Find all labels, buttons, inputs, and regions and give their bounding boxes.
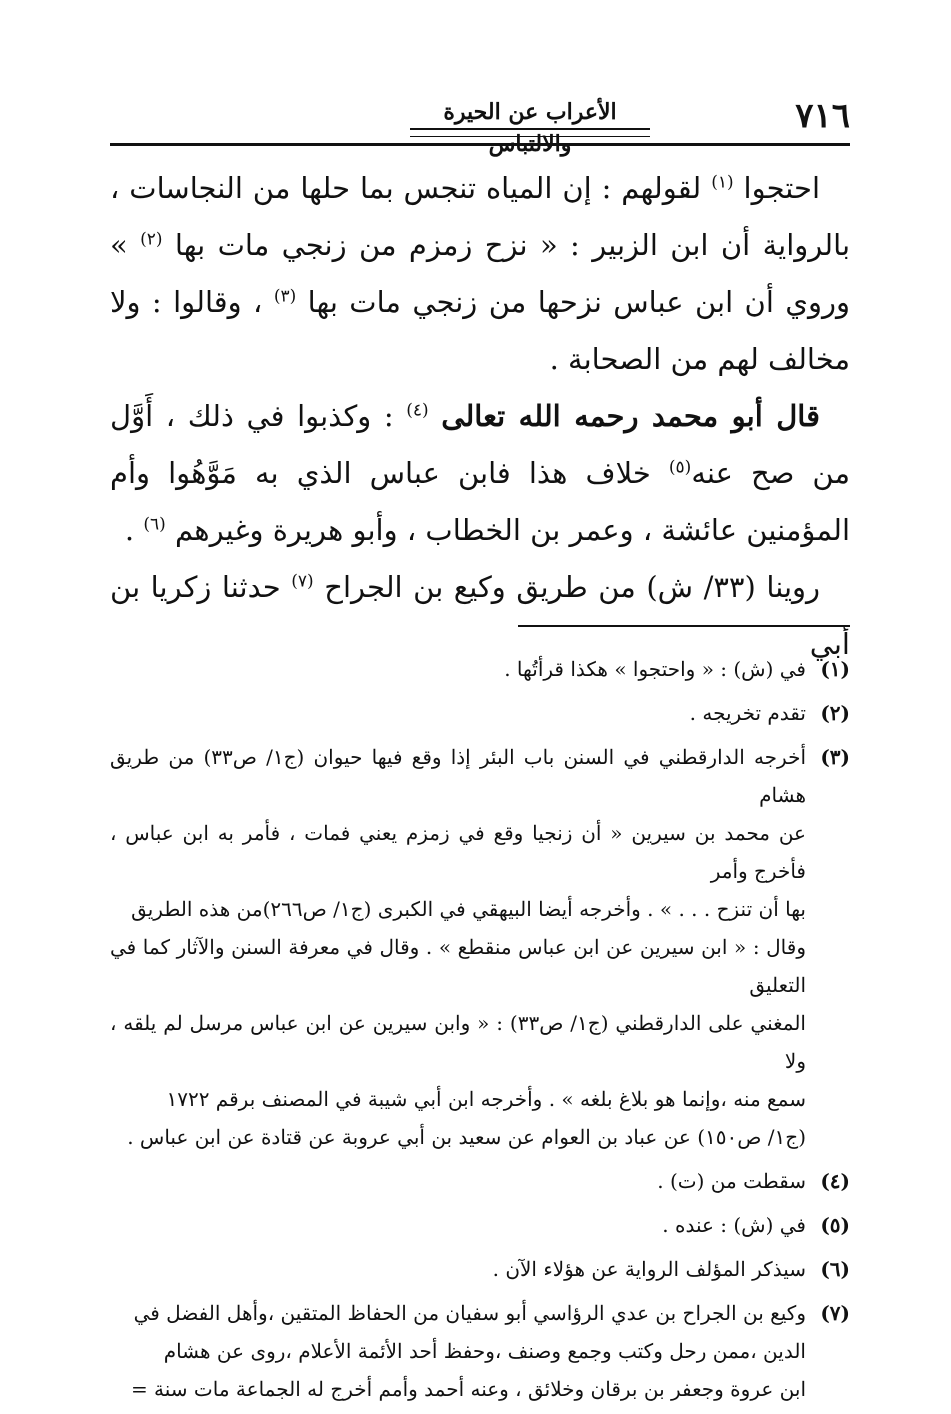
footnote-item [110,738,850,1156]
footnote-item [110,650,850,688]
main-text [110,160,850,673]
footnote-number: (٧) [820,1301,850,1325]
text-run: . [124,513,135,547]
text-run: : وكذبوا في ذلك ، أَوَّل من صح عنه [110,399,851,490]
footnote-line: تقدم تخريجه . [689,701,806,725]
footnote-line: بها أن تنزح . . . » . وأخرجه أيضا البيهقي في الكبرى (ج١/ ص٢٦٦)من هذه الطريق [131,897,806,921]
footnote-line: عن محمد بن سيرين « أن زنجيا وقع في زمزم يعني فمات ، فأمر به ابن عباس ، فأخرج وأمر [110,821,806,883]
page-header [110,92,850,157]
footnote-ref: (٤) [406,400,429,421]
footnote-item [110,1206,850,1244]
footnote-line: سمع منه ،وإنما هو بلاغ بلغه » . وأخرجه ابن أبي شيبة في المصنف برقم ١٧٢٢ [166,1087,806,1111]
footnote-line: سقطت من (ت) . [657,1169,806,1193]
footnote-number: (٦) [820,1257,850,1281]
footnote-text [110,1294,806,1408]
footnote-item [110,1162,850,1200]
text-run: خلاف هذا فابن عباس الذي به مَوَّهُوا وأم المؤمنين عائشة ، وعمر بن الخطاب ، وأبو هريرة وغيرهم [110,456,850,547]
footnote-line: الدين ،ممن رحل وكتب وجمع وصنف ،وحفظ أحد الأئمة الأعلام ،روى عن هشام [163,1339,806,1363]
text-run: لقولهم : إن المياه تنجس بما حلها من النجاسات ، بالرواية أن ابن الزبير : « نزح زمزم من زنجي مات بها [110,171,851,262]
title-ornament [410,128,650,137]
footnote-item [110,694,850,732]
footnote-text [110,738,806,1156]
footnotes [110,650,850,1414]
footnote-line: في (ش) : « واحتجوا » هكذا قرأتُها . [504,657,806,681]
footnote-text [110,1250,806,1288]
footnote-number: (٥) [820,1213,850,1237]
footnote-number: (٢) [820,701,850,725]
running-title: الأعراب عن الحيرة والالتباس [443,99,617,157]
text-run: حدثنا زكريا بن أبي [110,570,850,661]
footnote-number: (١) [820,657,850,681]
author-attribution: قال أبو محمد رحمه الله تعالى [441,399,821,433]
footnote-line: ابن عروة وجعفر بن برقان وخلائق ، وعنه أحمد وأمم أخرج له الجماعة مات سنة = [130,1377,806,1401]
footnote-item [110,1294,850,1408]
footnote-text [110,650,806,688]
footnote-number: (٤) [820,1169,850,1193]
footnote-line: المغني على الدارقطني (ج١/ ص٣٣) : « وابن سيرين عن ابن عباس مرسل لم يلقه ، ولا [110,1011,806,1073]
footnote-line: (ج١/ ص١٥٠) عن عباد بن العوام عن سعيد بن أبي عروبة عن قتادة عن ابن عباس . [127,1125,806,1149]
header-rule [110,143,850,146]
footnote-text [110,1206,806,1244]
footnote-separator [518,625,850,627]
footnote-line: أخرجه الدارقطني في السنن باب البئر إذا وقع فيها حيوان (ج١/ ص٣٣) من طريق هشام [110,745,807,807]
text-run: روينا (٣٣/ ش) من طريق وكيع بن الجراح [324,570,821,604]
text-run: احتجوا [743,171,821,205]
footnote-ref: (١) [711,172,734,193]
page-number: ٧١٦ [795,96,850,136]
footnote-number: (٣) [820,745,850,769]
paragraph-1 [110,160,850,388]
paragraph-2 [110,388,850,559]
footnote-ref: (٦) [143,514,166,535]
footnote-item [110,1250,850,1288]
footnote-ref: (٧) [291,571,314,592]
footnote-ref: (٣) [273,286,297,307]
footnote-ref: (٢) [140,229,163,250]
footnote-line: سيذكر المؤلف الرواية عن هؤلاء الآن . [492,1257,806,1281]
footnote-line: في (ش) : عنده . [662,1213,806,1237]
text-run: » وروي أن ابن عباس نزحها من زنجي مات بها [110,228,851,319]
footnote-line: وقال : « ابن سيرين عن ابن عباس منقطع » . وقال في معرفة السنن والآثار كما في التعليق [110,935,806,997]
text-run: ، وقالوا : ولا مخالف لهم من الصحابة . [110,285,850,376]
footnote-text [110,694,806,732]
footnote-line: وكيع بن الجراح بن عدي الرؤاسي أبو سفيان من الحفاظ المتقين ،وأهل الفضل في [133,1301,806,1325]
footnote-text [110,1162,806,1200]
footnote-ref: (٥) [668,457,692,478]
